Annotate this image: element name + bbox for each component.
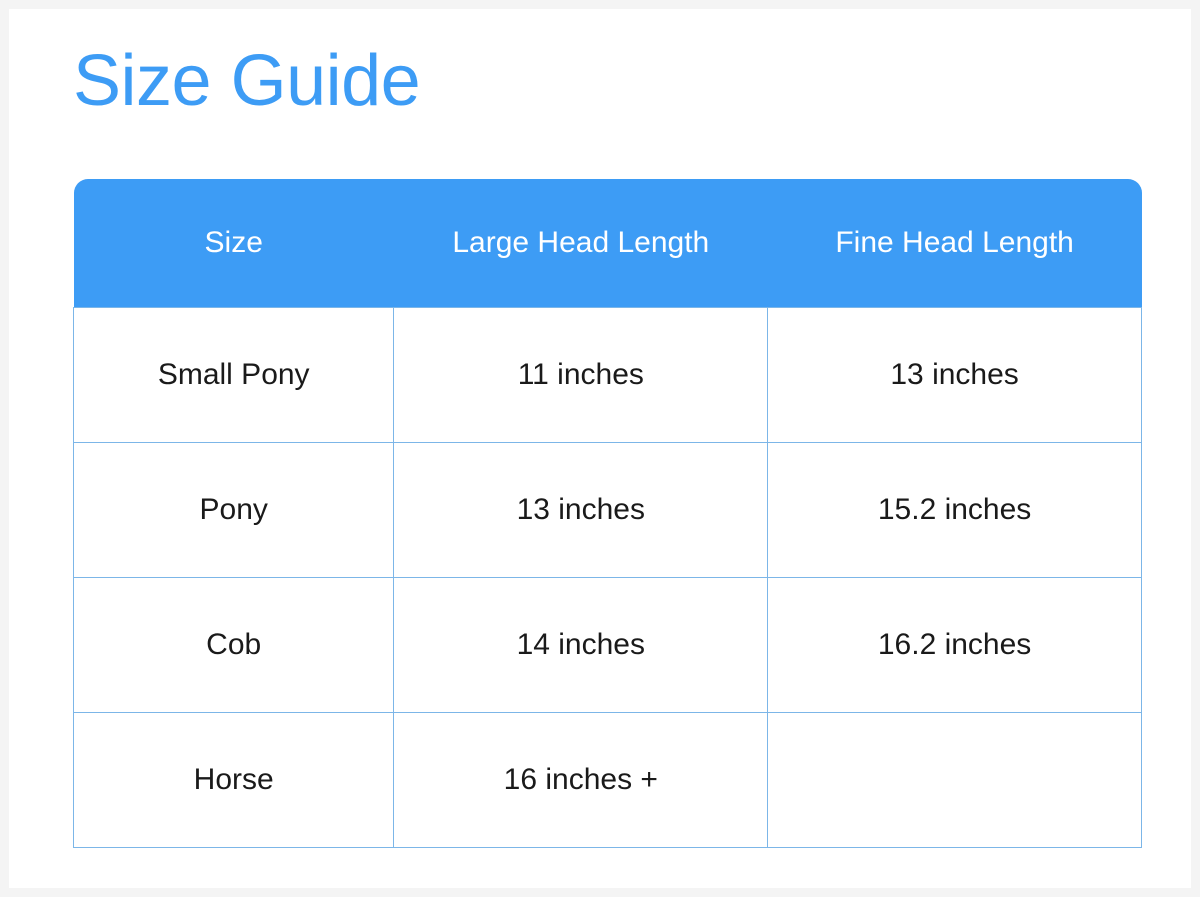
size-guide-card: [9, 9, 1191, 888]
column-header-fine-head-length: Fine Head Length: [768, 179, 1142, 308]
table-row: [74, 713, 1142, 848]
table-row: [74, 308, 1142, 443]
cell-size: Small Pony: [74, 308, 394, 443]
cell-large-head-length: 13 inches: [394, 443, 768, 578]
table-body: [74, 308, 1142, 848]
cell-fine-head-length: 13 inches: [768, 308, 1142, 443]
cell-size: Horse: [74, 713, 394, 848]
table-row: [74, 443, 1142, 578]
cell-size: Cob: [74, 578, 394, 713]
cell-large-head-length: 11 inches: [394, 308, 768, 443]
column-header-size: Size: [74, 179, 394, 308]
cell-fine-head-length: [768, 713, 1142, 848]
size-guide-table: [73, 179, 1142, 848]
cell-fine-head-length: 15.2 inches: [768, 443, 1142, 578]
table-header-row: [74, 179, 1142, 308]
cell-size: Pony: [74, 443, 394, 578]
column-header-large-head-length: Large Head Length: [394, 179, 768, 308]
cell-large-head-length: 16 inches +: [394, 713, 768, 848]
cell-fine-head-length: 16.2 inches: [768, 578, 1142, 713]
cell-large-head-length: 14 inches: [394, 578, 768, 713]
table-header: [74, 179, 1142, 308]
page-title: Size Guide: [73, 41, 421, 121]
table-row: [74, 578, 1142, 713]
size-guide-table-container: [73, 179, 1142, 848]
